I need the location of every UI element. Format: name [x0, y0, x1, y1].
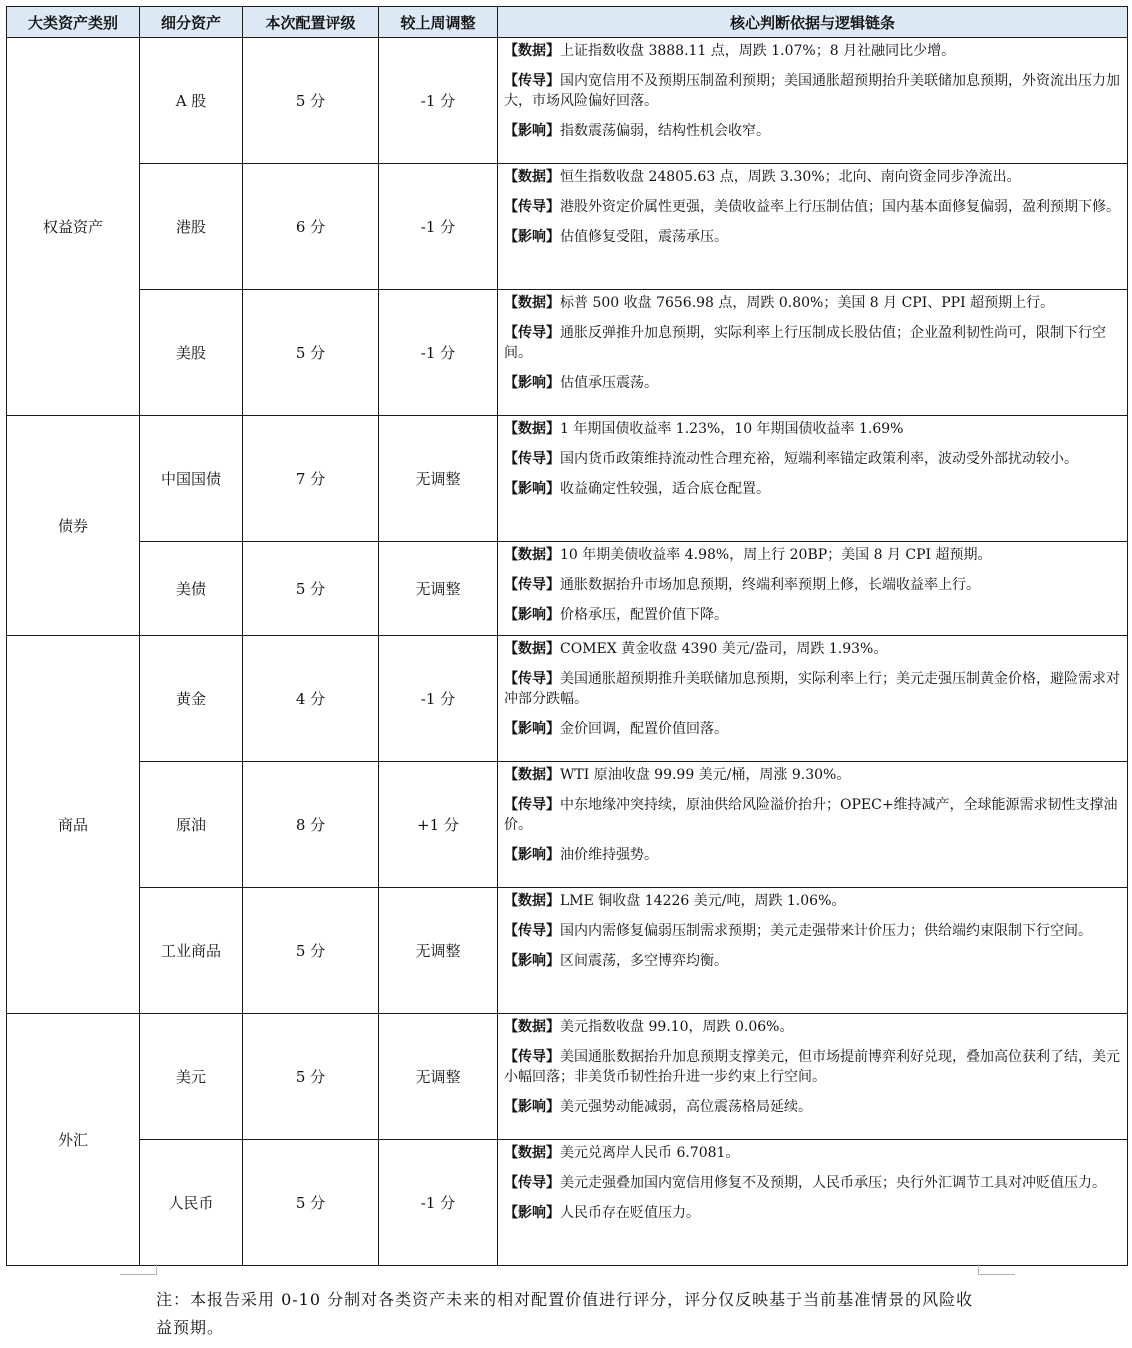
basis-tag: 【数据】 [504, 1145, 560, 1161]
change-value: +1 分 [379, 762, 498, 888]
basis-tag: 【传导】 [504, 577, 560, 593]
basis-text: 1 年期国债收益率 1.23%，10 年期国债收益率 1.69% [560, 421, 904, 437]
table-row [7, 1014, 1128, 1140]
basis-text: 上证指数收盘 3888.11 点，周跌 1.07%；8 月社融同比少增。 [560, 43, 956, 59]
basis-tag: 【数据】 [504, 295, 560, 311]
change-value: -1 分 [379, 636, 498, 762]
basis-data-line [504, 41, 1121, 61]
change-value: 无调整 [379, 1014, 498, 1140]
basis-text: 估值修复受阻，震荡承压。 [560, 229, 728, 245]
basis-transmission-line [504, 575, 1121, 595]
table-row [7, 636, 1128, 762]
basis-text: 美元兑离岸人民币 6.7081。 [560, 1145, 740, 1161]
header-category: 大类资产类别 [7, 7, 140, 38]
basis-cell [498, 1014, 1128, 1140]
asset-name: 原油 [140, 762, 243, 888]
basis-tag: 【数据】 [504, 893, 560, 909]
basis-tag: 【传导】 [504, 671, 560, 687]
basis-text: 估值承压震荡。 [560, 375, 658, 391]
basis-tag: 【数据】 [504, 43, 560, 59]
rating-value: 6 分 [243, 164, 379, 290]
rating-value: 4 分 [243, 636, 379, 762]
basis-transmission-line [504, 1047, 1121, 1087]
basis-tag: 【影响】 [504, 1205, 560, 1221]
basis-tag: 【数据】 [504, 421, 560, 437]
rating-value: 5 分 [243, 38, 379, 164]
basis-impact-line [504, 845, 1121, 865]
basis-cell [498, 636, 1128, 762]
basis-text: 通胀反弹推升加息预期，实际利率上行压制成长股估值；企业盈利韧性尚可，限制下行空间。 [504, 325, 1106, 361]
asset-name: A 股 [140, 38, 243, 164]
basis-tag: 【影响】 [504, 721, 560, 737]
change-value: -1 分 [379, 38, 498, 164]
basis-impact-line [504, 1203, 1121, 1223]
basis-tag: 【数据】 [504, 767, 560, 783]
basis-tag: 【数据】 [504, 641, 560, 657]
asset-name: 工业商品 [140, 888, 243, 1014]
asset-name: 美债 [140, 542, 243, 636]
asset-allocation-table [6, 6, 1128, 1266]
basis-impact-line [504, 373, 1121, 393]
basis-text: 区间震荡，多空博弈均衡。 [560, 953, 728, 969]
basis-tag: 【传导】 [504, 451, 560, 467]
header-rating: 本次配置评级 [243, 7, 379, 38]
basis-text: 港股外资定价属性更强，美债收益率上行压制估值；国内基本面修复偏弱，盈利预期下修。 [560, 199, 1120, 215]
basis-cell [498, 416, 1128, 542]
basis-impact-line [504, 479, 1121, 499]
basis-tag: 【影响】 [504, 229, 560, 245]
rating-value: 7 分 [243, 416, 379, 542]
basis-transmission-line [504, 197, 1121, 217]
basis-text: 油价维持强势。 [560, 847, 658, 863]
basis-text: COMEX 黄金收盘 4390 美元/盎司，周跌 1.93%。 [560, 641, 888, 657]
basis-tag: 【传导】 [504, 797, 560, 813]
basis-text: 美元指数收盘 99.10，周跌 0.06%。 [560, 1019, 794, 1035]
table-row [7, 416, 1128, 542]
basis-text: WTI 原油收盘 99.99 美元/桶，周涨 9.30%。 [560, 767, 851, 783]
basis-text: 美元强势动能减弱，高位震荡格局延续。 [560, 1099, 812, 1115]
left-crop-mark [120, 1264, 157, 1275]
table-header-row [7, 7, 1128, 38]
basis-transmission-line [504, 795, 1121, 835]
change-value: 无调整 [379, 888, 498, 1014]
basis-text: 价格承压，配置价值下降。 [560, 607, 728, 623]
basis-tag: 【影响】 [504, 123, 560, 139]
basis-transmission-line [504, 1173, 1121, 1193]
right-crop-mark [978, 1264, 1015, 1275]
basis-tag: 【影响】 [504, 607, 560, 623]
basis-tag: 【数据】 [504, 547, 560, 563]
rating-value: 5 分 [243, 542, 379, 636]
table-row [7, 290, 1128, 416]
basis-data-line [504, 419, 1121, 439]
basis-text: 国内内需修复偏弱压制需求预期；美元走强带来计价压力；供给端约束限制下行空间。 [560, 923, 1092, 939]
basis-data-line [504, 1143, 1121, 1163]
asset-name: 美元 [140, 1014, 243, 1140]
basis-data-line [504, 545, 1121, 565]
header-asset: 细分资产 [140, 7, 243, 38]
change-value: -1 分 [379, 290, 498, 416]
rating-value: 5 分 [243, 1140, 379, 1266]
category-cell: 债券 [7, 416, 140, 636]
asset-name: 中国国债 [140, 416, 243, 542]
rating-value: 5 分 [243, 290, 379, 416]
category-cell: 商品 [7, 636, 140, 1014]
asset-name: 港股 [140, 164, 243, 290]
basis-tag: 【传导】 [504, 199, 560, 215]
basis-impact-line [504, 1097, 1121, 1117]
category-cell: 外汇 [7, 1014, 140, 1266]
basis-text: 国内货币政策维持流动性合理充裕，短端利率锚定政策利率，波动受外部扰动较小。 [560, 451, 1078, 467]
basis-data-line [504, 1017, 1121, 1037]
table-row [7, 164, 1128, 290]
basis-tag: 【传导】 [504, 1175, 560, 1191]
basis-data-line [504, 167, 1121, 187]
basis-text: 金价回调，配置价值回落。 [560, 721, 728, 737]
table-row [7, 542, 1128, 636]
asset-name: 美股 [140, 290, 243, 416]
table-row [7, 888, 1128, 1014]
basis-transmission-line [504, 323, 1121, 363]
basis-tag: 【传导】 [504, 73, 560, 89]
basis-cell [498, 290, 1128, 416]
basis-impact-line [504, 719, 1121, 739]
basis-tag: 【传导】 [504, 923, 560, 939]
header-change: 较上周调整 [379, 7, 498, 38]
basis-text: 美元走强叠加国内宽信用修复不及预期，人民币承压；央行外汇调节工具对冲贬值压力。 [560, 1175, 1106, 1191]
rating-value: 8 分 [243, 762, 379, 888]
asset-name: 人民币 [140, 1140, 243, 1266]
table-row [7, 38, 1128, 164]
basis-cell [498, 888, 1128, 1014]
basis-impact-line [504, 951, 1121, 971]
basis-transmission-line [504, 71, 1121, 111]
category-cell: 权益资产 [7, 38, 140, 416]
basis-transmission-line [504, 921, 1121, 941]
basis-text: 通胀数据抬升市场加息预期，终端利率预期上修，长端收益率上行。 [560, 577, 980, 593]
basis-cell [498, 38, 1128, 164]
basis-text: 国内宽信用不及预期压制盈利预期；美国通胀超预期抬升美联储加息预期，外资流出压力加大，市场风险偏好回落。 [504, 73, 1120, 109]
basis-tag: 【影响】 [504, 375, 560, 391]
footnote: 注：本报告采用 0-10 分制对各类资产未来的相对配置价值进行评分，评分仅反映基于当前基准情景的风险收益预期。 [156, 1290, 974, 1337]
basis-data-line [504, 765, 1121, 785]
basis-text: 中东地缘冲突持续，原油供给风险溢价抬升；OPEC+维持减产，全球能源需求韧性支撑油价。 [504, 797, 1118, 833]
basis-tag: 【影响】 [504, 481, 560, 497]
change-value: -1 分 [379, 164, 498, 290]
rating-value: 5 分 [243, 888, 379, 1014]
table-row [7, 762, 1128, 888]
basis-cell [498, 164, 1128, 290]
basis-impact-line [504, 227, 1121, 247]
basis-tag: 【影响】 [504, 953, 560, 969]
basis-text: 美国通胀超预期推升美联储加息预期，实际利率上行；美元走强压制黄金价格，避险需求对冲部分跌幅。 [504, 671, 1120, 707]
change-value: -1 分 [379, 1140, 498, 1266]
header-basis: 核心判断依据与逻辑链条 [498, 7, 1128, 38]
basis-tag: 【数据】 [504, 1019, 560, 1035]
basis-text: 人民币存在贬值压力。 [560, 1205, 700, 1221]
table-row [7, 1140, 1128, 1266]
basis-text: 指数震荡偏弱，结构性机会收窄。 [560, 123, 770, 139]
basis-tag: 【传导】 [504, 325, 560, 341]
basis-cell [498, 762, 1128, 888]
rating-value: 5 分 [243, 1014, 379, 1140]
basis-text: 美国通胀数据抬升加息预期支撑美元，但市场提前博弈利好兑现，叠加高位获利了结，美元小幅回落；非美货币韧性抬升进一步约束上行空间。 [504, 1049, 1120, 1085]
basis-impact-line [504, 605, 1121, 625]
basis-cell [498, 1140, 1128, 1266]
basis-transmission-line [504, 669, 1121, 709]
basis-text: 10 年期美债收益率 4.98%，周上行 20BP；美国 8 月 CPI 超预期。 [560, 547, 992, 563]
basis-text: 收益确定性较强，适合底仓配置。 [560, 481, 770, 497]
basis-tag: 【数据】 [504, 169, 560, 185]
basis-tag: 【影响】 [504, 847, 560, 863]
basis-transmission-line [504, 449, 1121, 469]
change-value: 无调整 [379, 542, 498, 636]
basis-data-line [504, 293, 1121, 313]
basis-data-line [504, 639, 1121, 659]
basis-data-line [504, 891, 1121, 911]
basis-tag: 【影响】 [504, 1099, 560, 1115]
asset-name: 黄金 [140, 636, 243, 762]
basis-tag: 【传导】 [504, 1049, 560, 1065]
basis-text: LME 铜收盘 14226 美元/吨，周跌 1.06%。 [560, 893, 846, 909]
basis-text: 标普 500 收盘 7656.98 点，周跌 0.80%；美国 8 月 CPI、PPI 超预期上行。 [560, 295, 1055, 311]
basis-cell [498, 542, 1128, 636]
basis-text: 恒生指数收盘 24805.63 点，周跌 3.30%；北向、南向资金同步净流出。 [560, 169, 1021, 185]
change-value: 无调整 [379, 416, 498, 542]
basis-impact-line [504, 121, 1121, 141]
